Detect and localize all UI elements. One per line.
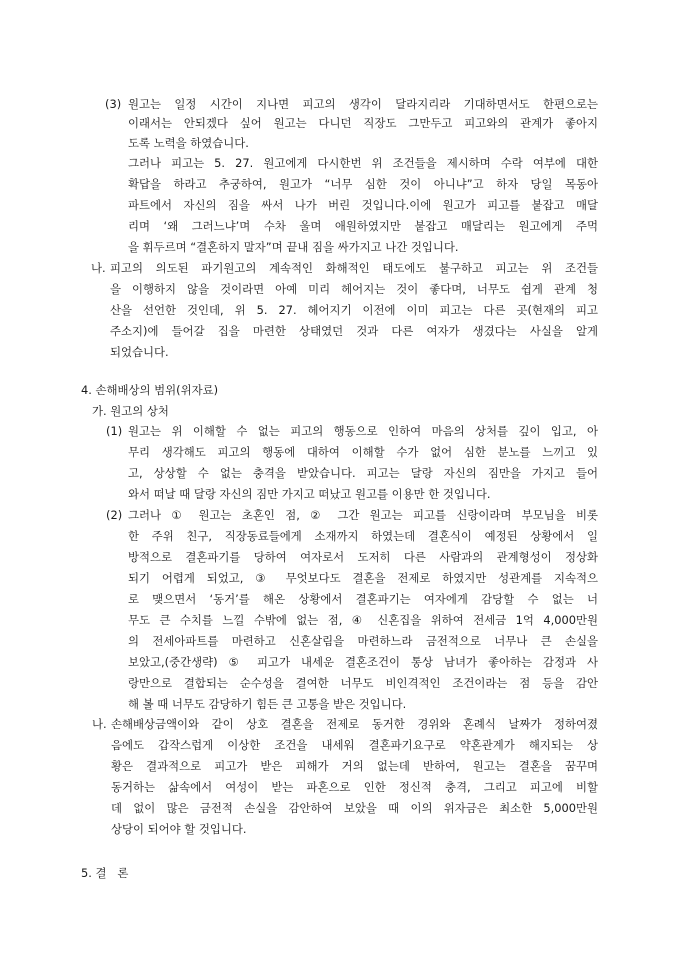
- paragraph-line: 피고의 의도된 파기원고의 계속적인 화해적인 태도에도 불구하고 피고는 위 조건들: [110, 261, 598, 275]
- paragraph-line: 해 볼 때 너무도 감당하기 힘든 큰 고통을 받은 것입니다.: [128, 697, 407, 711]
- paragraph-line: 주소지)에 들어갈 집을 마련한 상태였던 것과 다른 여자가 생겼다는 사실을 알게: [110, 324, 598, 338]
- paragraph-line: 을 휘두르며 “결혼하지 말자”며 끝내 짐을 싸가지고 나간 것입니다.: [128, 240, 459, 254]
- paragraph-line: 데 없이 많은 금전적 손실을 감안하여 보았을 때 이의 위자금은 최소한 5,000만원: [111, 801, 598, 815]
- paragraph-line: 방적으로 결혼파기를 당하여 여자로서 도저히 다른 사람과의 관계형성이 정상화: [128, 550, 598, 564]
- paragraph-line: 음에도 갑작스럽게 이상한 조건을 내세워 결혼파기요구로 약혼관계가 해지되는 상: [111, 738, 598, 752]
- paragraph-line: 산을 선언한 것인데, 위 5. 27. 헤어지기 이전에 이미 피고는 다른 곳(현재의 피고: [110, 303, 598, 317]
- section-heading: 4. 손해배상의 범위(위자료): [81, 383, 219, 397]
- paragraph-line: 손해배상금액이와 같이 상호 결혼을 전제로 동거한 경위와 혼례식 날짜가 정하여졌: [111, 717, 598, 731]
- paragraph-line: 황은 결과적으로 피고가 받은 피해가 거의 없는데 반하여, 원고는 결혼을 꿈꾸며: [111, 759, 598, 773]
- paragraph-line: 도록 노력을 하였습니다.: [128, 136, 249, 150]
- paragraph-line: 그러나 ① 원고는 초혼인 점, ② 그간 원고는 피고를 신랑이라며 부모님을 비롯: [128, 508, 598, 522]
- item-number: (1): [106, 424, 123, 438]
- paragraph-line: 리며 ‘왜 그러느냐’며 수차 울며 애원하였지만 붙잡고 매달리는 원고에게 주먹: [128, 219, 598, 233]
- paragraph-line: 을 이행하지 않을 것이라면 아예 미리 헤어지는 것이 좋다며, 너무도 쉽게 관계 청: [110, 282, 598, 296]
- item-number: (2): [106, 508, 123, 522]
- item-number: (3): [105, 97, 122, 111]
- paragraph-line: 와서 떠날 때 달랑 자신의 짐만 가지고 떠났고 원고를 이용만 한 것입니다.: [128, 487, 491, 501]
- section-heading: 5. 결 론: [81, 866, 129, 880]
- paragraph-line: 원고는 위 이해할 수 없는 피고의 행동으로 인하여 마음의 상처를 깊이 입고, 아: [128, 424, 598, 438]
- paragraph-line: 되기 어렵게 되었고, ③ 무엇보다도 결혼을 전제로 하였지만 성관계를 지속적으: [128, 571, 598, 585]
- paragraph-line: 랑만으로 결합되는 순수성을 결여한 너무도 비인격적인 조건이라는 점 등을 감안: [128, 676, 598, 690]
- paragraph-line: 이래서는 안되겠다 싶어 원고는 다니던 직장도 그만두고 피고와의 관계가 좋아지: [128, 116, 598, 130]
- paragraph-line: 무도 큰 수치를 느낄 수밖에 없는 점, ④ 신혼집을 위하여 전세금 1억 4,000만원: [128, 613, 598, 627]
- paragraph-line: 로 맺으면서 ‘동거’를 해온 상황에서 결혼파기는 여자에게 감당할 수 없는 너: [128, 592, 598, 606]
- section-marker: 나.: [91, 261, 106, 275]
- section-marker: 나.: [92, 717, 107, 731]
- paragraph-line: 고, 상상할 수 없는 충격을 받았습니다. 피고는 달랑 자신의 짐만을 가지고 들어: [128, 466, 598, 480]
- paragraph-line: 무리 생각해도 피고의 행동에 대하여 이해할 수가 없어 심한 분노를 느끼고 있: [128, 445, 598, 459]
- paragraph-line: 상당이 되어야 할 것입니다.: [111, 822, 247, 836]
- paragraph-line: 그러나 피고는 5. 27. 원고에게 다시한번 위 조건들을 제시하며 수락 여부에 대한: [128, 156, 598, 170]
- paragraph-line: 파트에서 자신의 짐을 싸서 나가 버린 것입니다.이에 원고가 피고를 붙잡고 매달: [128, 198, 598, 212]
- paragraph-line: 한 주위 친구, 직장동료들에게 소재까지 하였는데 결혼식이 예정된 상황에서 일: [128, 529, 598, 543]
- paragraph-line: 의 전세아파트를 마련하고 신혼살림을 마련하느라 금전적으로 너무나 큰 손실을: [128, 634, 598, 648]
- paragraph-line: 확답을 하라고 추궁하여, 원고가 “너무 심한 것이 아니냐”고 하자 당일 목동아: [128, 177, 598, 191]
- subsection-heading: 가. 원고의 상처: [92, 404, 169, 418]
- paragraph-line: 되었습니다.: [110, 345, 169, 359]
- paragraph-line: 원고는 일정 시간이 지나면 피고의 생각이 달라지리라 기대하면서도 한편으로는: [128, 97, 598, 111]
- paragraph-line: 보았고,(중간생략) ⑤ 피고가 내세운 결혼조건이 통상 남녀가 좋아하는 감정과 사: [128, 655, 598, 669]
- paragraph-line: 동거하는 삶속에서 여성이 받는 파혼으로 인한 정신적 충격, 그리고 피고에 비할: [111, 780, 598, 794]
